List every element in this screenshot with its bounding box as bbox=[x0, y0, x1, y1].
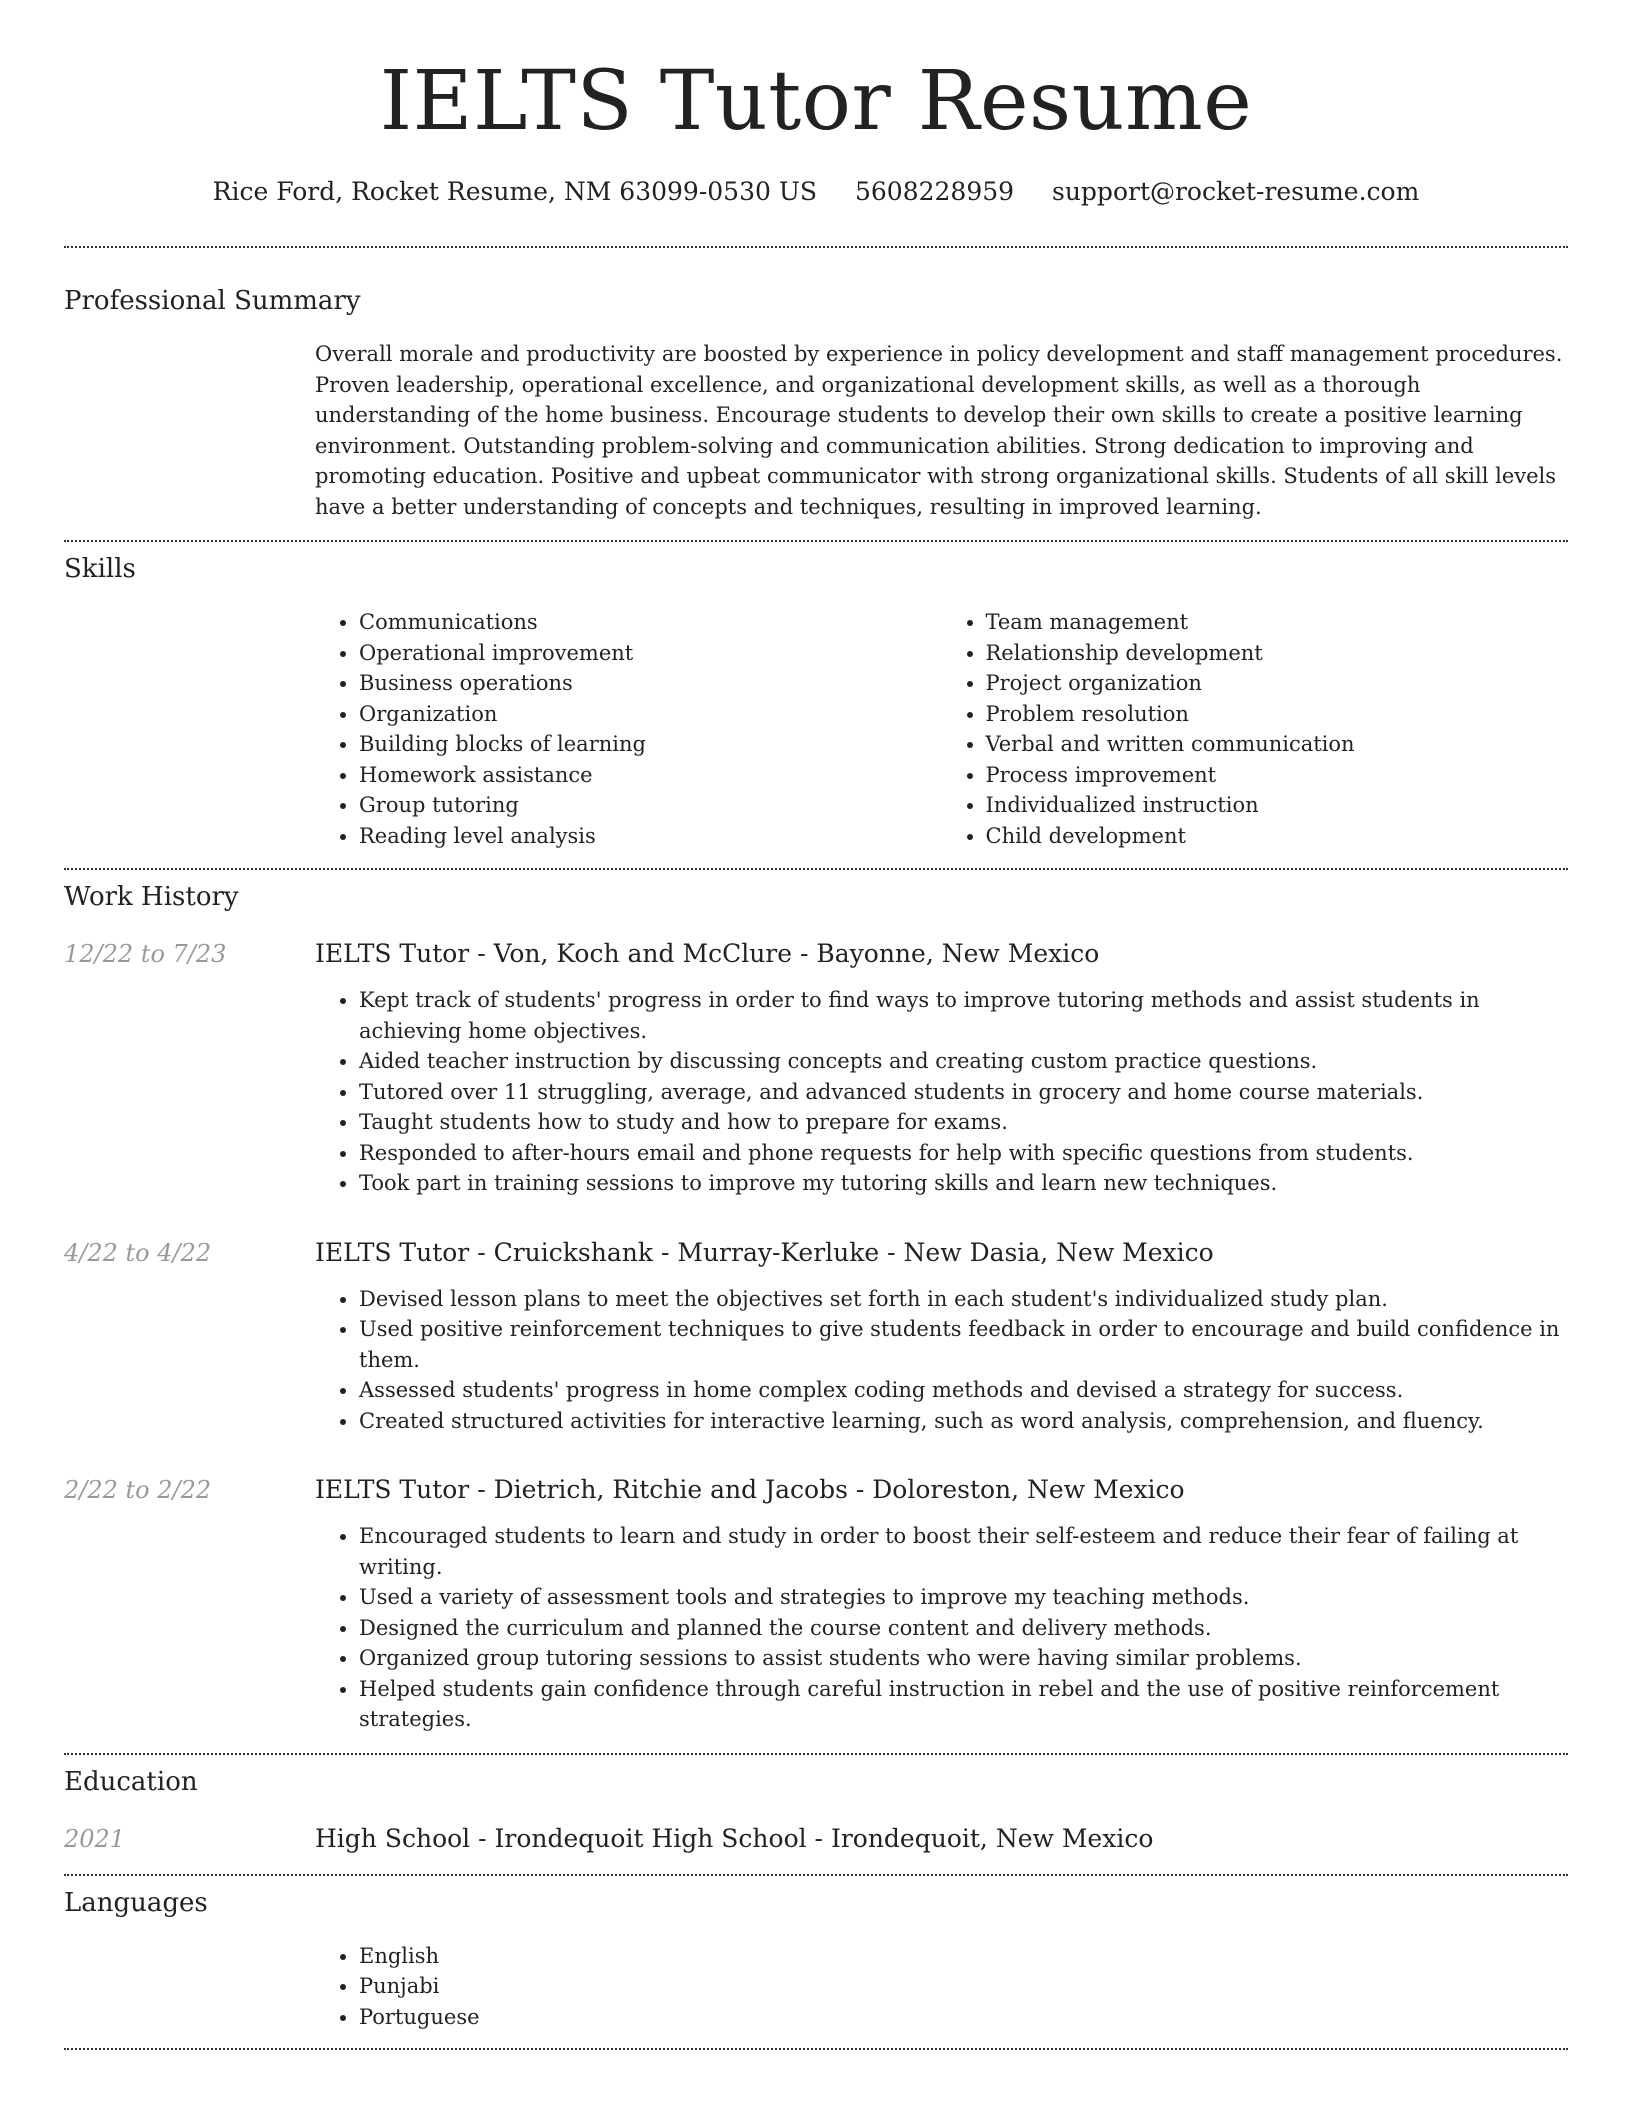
language-item: • Portuguese bbox=[359, 2002, 1568, 2033]
job-bullets bbox=[315, 1521, 1568, 1735]
skill-item: • Organization bbox=[359, 699, 942, 730]
job-bullet: • Assessed students' progress in home complex coding methods and devised a strategy for success. bbox=[359, 1375, 1568, 1406]
job-entry bbox=[64, 937, 1568, 1199]
address-text: Rice Ford, Rocket Resume, NM 63099-0530 US bbox=[212, 177, 818, 206]
job-dates: 4/22 to 4/22 bbox=[64, 1238, 212, 1267]
skill-item: • Reading level analysis bbox=[359, 821, 942, 852]
job-bullet: • Took part in training sessions to improve my tutoring skills and learn new techniques. bbox=[359, 1168, 1568, 1199]
education-title: High School - Irondequoit High School - Irondequoit, New Mexico bbox=[315, 1823, 1154, 1853]
languages-section bbox=[64, 1876, 1568, 2033]
skill-item: • Child development bbox=[986, 821, 1569, 852]
skill-item: • Individualized instruction bbox=[986, 790, 1569, 821]
phone-text: 5608228959 bbox=[854, 177, 1015, 206]
job-bullet: • Aided teacher instruction by discussing concepts and creating custom practice questions. bbox=[359, 1046, 1568, 1077]
skill-item: • Operational improvement bbox=[359, 638, 942, 669]
skill-item: • Verbal and written communication bbox=[986, 729, 1569, 760]
section-title-summary: Professional Summary bbox=[64, 286, 361, 316]
job-bullet: • Used positive reinforcement techniques to give students feedback in order to encourage and build confidence in them. bbox=[359, 1314, 1568, 1375]
language-item: • Punjabi bbox=[359, 1971, 1568, 2002]
job-bullet: • Tutored over 11 struggling, average, and advanced students in grocery and home course materials. bbox=[359, 1077, 1568, 1108]
education-entry bbox=[64, 1822, 1568, 1856]
section-title-languages: Languages bbox=[64, 1887, 208, 1918]
job-entry bbox=[64, 1236, 1568, 1437]
skill-item: • Problem resolution bbox=[986, 699, 1569, 730]
job-dates: 2/22 to 2/22 bbox=[64, 1476, 212, 1504]
skills-list-left bbox=[315, 607, 942, 851]
summary-text: Overall morale and productivity are boosted by experience in policy development and staff management procedures. Proven leadership, operational excellence, and organizational development skills, as well as a thorough understanding of the home business. Encourage students to develop their own skills to create a positive learning environment. Outstanding problem-solving and communication abilities. Strong dedication to improving and promoting education. Positive and upbeat communicator with strong organizational skills. Students of all skill levels have a better understanding of concepts and techniques, resulting in improved learning. bbox=[315, 342, 1563, 519]
skills-grid bbox=[315, 607, 1568, 851]
education-section bbox=[64, 1755, 1568, 1856]
job-bullet: • Helped students gain confidence through careful instruction in rebel and the use of positive reinforcement strategies. bbox=[359, 1674, 1568, 1735]
contact-line bbox=[64, 174, 1568, 210]
section-title-education: Education bbox=[64, 1766, 198, 1797]
divider bbox=[64, 2048, 1568, 2050]
skill-item: • Project organization bbox=[986, 668, 1569, 699]
job-title: IELTS Tutor - Dietrich, Ritchie and Jacobs - Doloreston, New Mexico bbox=[315, 1475, 1185, 1504]
email-text: support@rocket-resume.com bbox=[1052, 177, 1420, 206]
resume-page bbox=[64, 0, 1568, 2050]
job-bullet: • Organized group tutoring sessions to assist students who were having similar problems. bbox=[359, 1643, 1568, 1674]
skills-section bbox=[64, 542, 1568, 851]
job-title: IELTS Tutor - Cruickshank - Murray-Kerluke - New Dasia, New Mexico bbox=[315, 1237, 1214, 1267]
work-section bbox=[64, 870, 1568, 1735]
skill-item: • Building blocks of learning bbox=[359, 729, 942, 760]
skill-item: • Group tutoring bbox=[359, 790, 942, 821]
skill-item: • Relationship development bbox=[986, 638, 1569, 669]
job-bullet: • Devised lesson plans to meet the objectives set forth in each student's individualized study plan. bbox=[359, 1284, 1568, 1315]
education-year: 2021 bbox=[64, 1824, 126, 1853]
skills-list-right bbox=[942, 607, 1569, 851]
job-bullets bbox=[315, 985, 1568, 1199]
job-bullet: • Designed the curriculum and planned the course content and delivery methods. bbox=[359, 1613, 1568, 1644]
skill-item: • Team management bbox=[986, 607, 1569, 638]
skill-item: • Process improvement bbox=[986, 760, 1569, 791]
job-bullet: • Used a variety of assessment tools and strategies to improve my teaching methods. bbox=[359, 1582, 1568, 1613]
job-bullet: • Encouraged students to learn and study in order to boost their self-esteem and reduce their fear of failing at writing. bbox=[359, 1521, 1568, 1582]
job-bullet: • Taught students how to study and how to prepare for exams. bbox=[359, 1107, 1568, 1138]
job-bullet: • Kept track of students' progress in order to find ways to improve tutoring methods and assist students in achieving home objectives. bbox=[359, 985, 1568, 1046]
skill-item: • Homework assistance bbox=[359, 760, 942, 791]
language-item: • English bbox=[359, 1941, 1568, 1972]
job-dates: 12/22 to 7/23 bbox=[64, 940, 227, 968]
skill-item: • Communications bbox=[359, 607, 942, 638]
job-bullet: • Responded to after-hours email and phone requests for help with specific questions from students. bbox=[359, 1138, 1568, 1169]
job-title: IELTS Tutor - Von, Koch and McClure - Bayonne, New Mexico bbox=[315, 939, 1100, 968]
page-title: IELTS Tutor Resume bbox=[379, 54, 1253, 149]
section-title-skills: Skills bbox=[64, 554, 136, 584]
skill-item: • Business operations bbox=[359, 668, 942, 699]
job-entry bbox=[64, 1473, 1568, 1735]
languages-list bbox=[315, 1941, 1568, 2033]
job-bullet: • Created structured activities for interactive learning, such as word analysis, comprehension, and fluency. bbox=[359, 1406, 1568, 1437]
job-bullets bbox=[315, 1284, 1568, 1437]
section-title-work: Work History bbox=[64, 882, 239, 912]
summary-section bbox=[64, 248, 1568, 522]
